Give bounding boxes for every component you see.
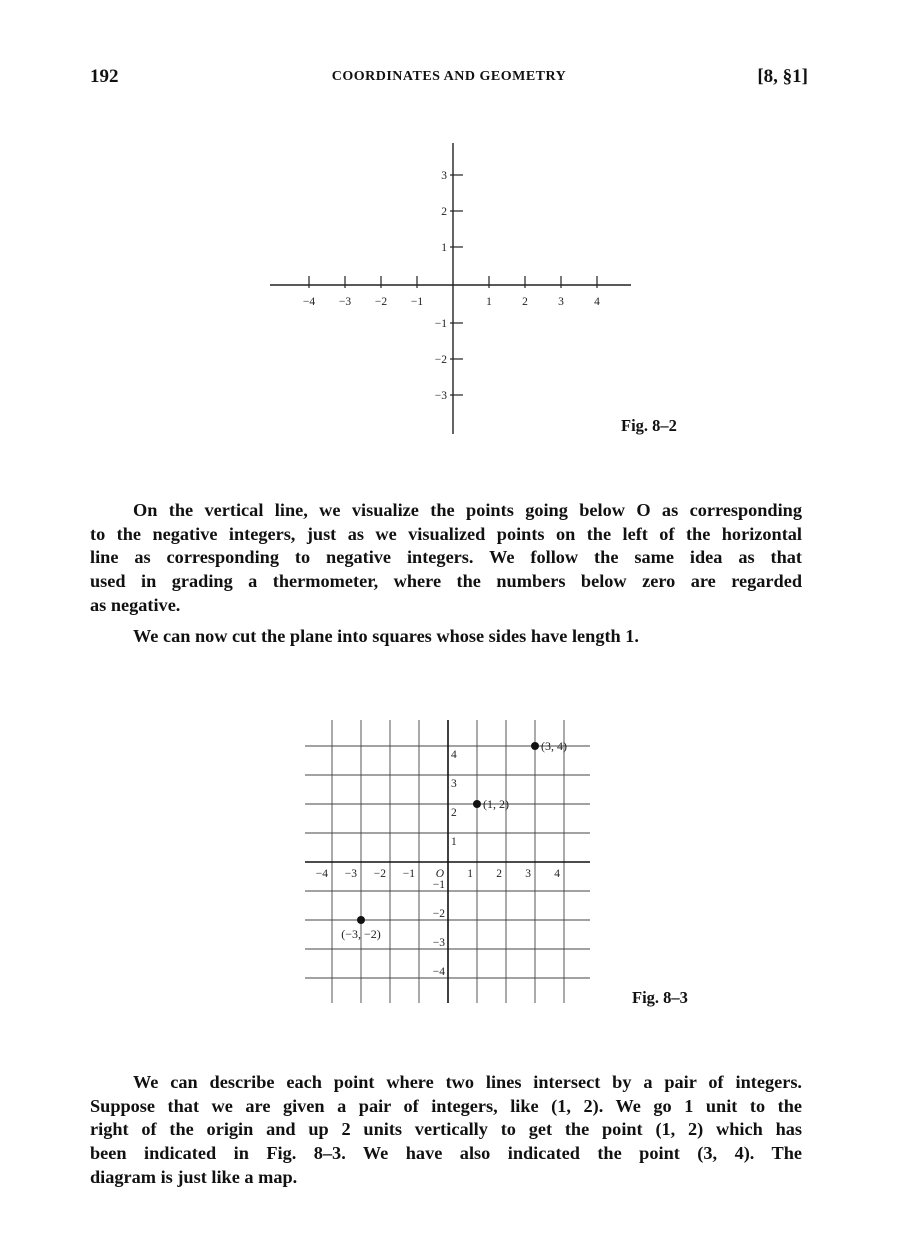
x-tick-label: 3 bbox=[558, 296, 564, 308]
point-marker bbox=[473, 800, 481, 808]
y-grid-label: −1 bbox=[432, 879, 445, 891]
y-tick-label: 3 bbox=[441, 170, 447, 182]
paragraph-line: We can now cut the plane into squares whose sides have length 1. bbox=[133, 626, 640, 646]
paragraph-line: On the vertical line, we visualize the points going below O as corresponding bbox=[133, 500, 802, 520]
x-grid-label: 1 bbox=[467, 868, 473, 880]
x-tick-label: 4 bbox=[594, 296, 600, 308]
x-tick-label: 2 bbox=[522, 296, 528, 308]
y-tick-label: −2 bbox=[434, 354, 447, 366]
x-grid-label: −3 bbox=[344, 868, 357, 880]
paragraph-describe-points bbox=[90, 1071, 802, 1190]
paragraph-line: diagram is just like a map. bbox=[90, 1166, 298, 1187]
x-tick-label: 1 bbox=[486, 296, 492, 308]
point-label: (3, 4) bbox=[541, 739, 567, 753]
y-grid-label: −3 bbox=[432, 937, 445, 949]
paragraph-line: right of the origin and up 2 units vertically to get the point (1, 2) which has bbox=[90, 1119, 802, 1140]
point-label: (−3, −2) bbox=[341, 927, 381, 941]
paragraph-line: used in grading a thermometer, where the numbers below zero are regarded bbox=[90, 571, 802, 592]
point-marker bbox=[357, 916, 365, 924]
paragraph-line: been indicated in Fig. 8–3. We have also indicated the point (3, 4). The bbox=[90, 1143, 802, 1164]
point-marker bbox=[531, 742, 539, 750]
paragraph-line: line as corresponding to negative integers. We follow the same idea as that bbox=[90, 547, 802, 568]
x-grid-label: 4 bbox=[554, 868, 560, 880]
page-number: 192 bbox=[90, 66, 119, 87]
y-grid-label: 2 bbox=[451, 807, 457, 819]
point-label: (1, 2) bbox=[483, 797, 509, 811]
x-grid-label: −2 bbox=[373, 868, 386, 880]
y-tick-label: 2 bbox=[441, 206, 447, 218]
paragraph-line: We can describe each point where two lines intersect by a pair of integers. bbox=[133, 1072, 802, 1092]
x-grid-label: 2 bbox=[496, 868, 502, 880]
y-tick-label: −1 bbox=[434, 318, 447, 330]
y-grid-label: −2 bbox=[432, 908, 445, 920]
x-tick-label: −2 bbox=[374, 296, 388, 308]
x-tick-label: −1 bbox=[410, 296, 424, 308]
figure-8-2-caption: Fig. 8–2 bbox=[621, 416, 677, 435]
origin-label: O bbox=[435, 868, 444, 880]
y-tick-label: 1 bbox=[441, 242, 447, 254]
y-grid-label: 1 bbox=[451, 836, 457, 848]
paragraph-line: as negative. bbox=[90, 594, 181, 615]
y-grid-label: 3 bbox=[451, 778, 457, 790]
x-tick-label: −3 bbox=[338, 296, 352, 308]
y-tick-label: −3 bbox=[434, 390, 447, 402]
y-grid-label: −4 bbox=[432, 966, 445, 978]
paragraph-line: to the negative integers, just as we visualized points on the left of the horizontal bbox=[90, 523, 802, 544]
x-grid-label: 3 bbox=[525, 868, 531, 880]
paragraph-line: Suppose that we are given a pair of integers, like (1, 2). We go 1 unit to the bbox=[90, 1095, 802, 1116]
running-title: COORDINATES AND GEOMETRY bbox=[331, 69, 567, 84]
figure-8-3-caption: Fig. 8–3 bbox=[632, 988, 688, 1007]
x-grid-label: −1 bbox=[402, 868, 415, 880]
x-tick-label: −4 bbox=[302, 296, 316, 308]
y-grid-label: 4 bbox=[451, 749, 457, 761]
section-reference: [8, §1] bbox=[757, 66, 808, 87]
x-grid-label: −4 bbox=[315, 868, 328, 880]
